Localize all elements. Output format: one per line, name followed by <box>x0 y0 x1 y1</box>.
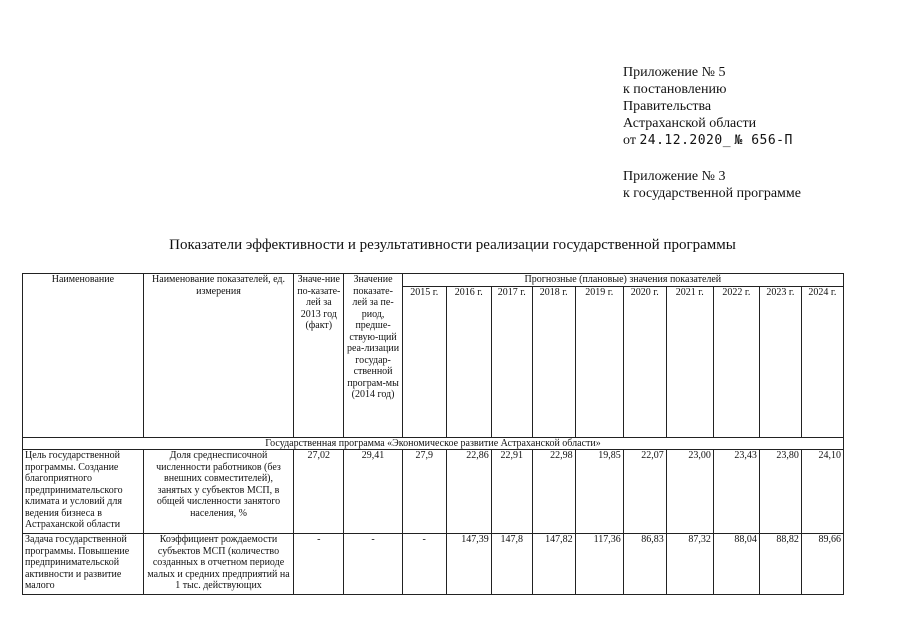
header-year: 2023 г. <box>759 286 801 437</box>
cell-2013: - <box>294 534 344 595</box>
cell-year: 23,00 <box>666 450 713 534</box>
cell-year: 87,32 <box>666 534 713 595</box>
header-year: 2020 г. <box>623 286 666 437</box>
header-year: 2015 г. <box>402 286 446 437</box>
header-indicator: Наименование показателей, ед. измерения <box>143 274 293 438</box>
annex-5-line: Приложение № 5 <box>623 65 726 80</box>
annex-5-date-line: от 24.12.2020_ № 656-П <box>623 133 793 148</box>
header-value-2013: Значе-ние по-казате-лей за 2013 год (факт) <box>294 274 344 438</box>
cell-year: 22,86 <box>446 450 491 534</box>
header-year: 2017 г. <box>491 286 532 437</box>
header-year: 2018 г. <box>532 286 575 437</box>
table-row <box>23 534 844 595</box>
annex-3-line: Приложение № 3 <box>623 169 726 184</box>
cell-year: 22,98 <box>532 450 575 534</box>
row-indicator: Коэффициент рождаемости субъектов МСП (количество созданных в отчетном периоде малых и средних предприятий на 1 тыс. действующих <box>143 534 293 595</box>
cell-year: 147,82 <box>532 534 575 595</box>
header-forecast: Прогнозные (плановые) значения показателей <box>402 274 843 287</box>
header-year: 2016 г. <box>446 286 491 437</box>
decree-number: № 656-П <box>734 133 793 148</box>
row-indicator: Доля среднесписочной численности работников (без внешних совместителей), занятых у субъектов МСП, в общей численности занятого населения, % <box>143 450 293 534</box>
document-title: Показатели эффективности и результативности реализации государственной программы <box>169 237 736 253</box>
date-value: 24.12.2020 <box>639 133 723 148</box>
cell-year: 88,82 <box>759 534 801 595</box>
cell-year: 23,80 <box>759 450 801 534</box>
cell-prev: 29,41 <box>344 450 402 534</box>
cell-year: 88,04 <box>713 534 759 595</box>
annex-3-line: к государственной программе <box>623 186 801 201</box>
annex-5-line: Астраханской области <box>623 116 757 131</box>
annex-5-block <box>623 64 793 149</box>
cell-year: 117,36 <box>575 534 623 595</box>
cell-year: 89,66 <box>801 534 843 595</box>
annex-5-line: к постановлению <box>623 82 727 97</box>
cell-year: 147,39 <box>446 534 491 595</box>
header-year: 2021 г. <box>666 286 713 437</box>
annex-3-block <box>623 168 801 202</box>
row-name: Цель государственной программы. Создание благоприятного предпринимательского климата и условий для ведения бизнеса в Астраханской области <box>23 450 144 534</box>
row-name: Задача государственной программы. Повышение предпринимательской активности и развитие малого <box>23 534 144 595</box>
cell-year: 24,10 <box>801 450 843 534</box>
cell-year: 22,07 <box>623 450 666 534</box>
cell-prev: - <box>344 534 402 595</box>
header-name: Наименование <box>23 274 144 438</box>
header-year: 2022 г. <box>713 286 759 437</box>
section-title: Государственная программа «Экономическое развитие Астраханской области» <box>23 437 844 450</box>
cell-year: 22,91 <box>491 450 532 534</box>
cell-year: 27,9 <box>402 450 446 534</box>
date-prefix: от <box>623 133 636 148</box>
header-value-prev: Значение показате-лей за пе-риод, предше-ствую-щий реа-лизации государ-ственной програм-мы (2014 год) <box>344 274 402 438</box>
cell-year: - <box>402 534 446 595</box>
header-year: 2019 г. <box>575 286 623 437</box>
cell-year: 147,8 <box>491 534 532 595</box>
cell-year: 23,43 <box>713 450 759 534</box>
table-row <box>23 450 844 534</box>
header-year: 2024 г. <box>801 286 843 437</box>
indicators-table <box>22 273 844 595</box>
cell-year: 86,83 <box>623 534 666 595</box>
annex-5-line: Правительства <box>623 99 712 114</box>
cell-2013: 27,02 <box>294 450 344 534</box>
cell-year: 19,85 <box>575 450 623 534</box>
